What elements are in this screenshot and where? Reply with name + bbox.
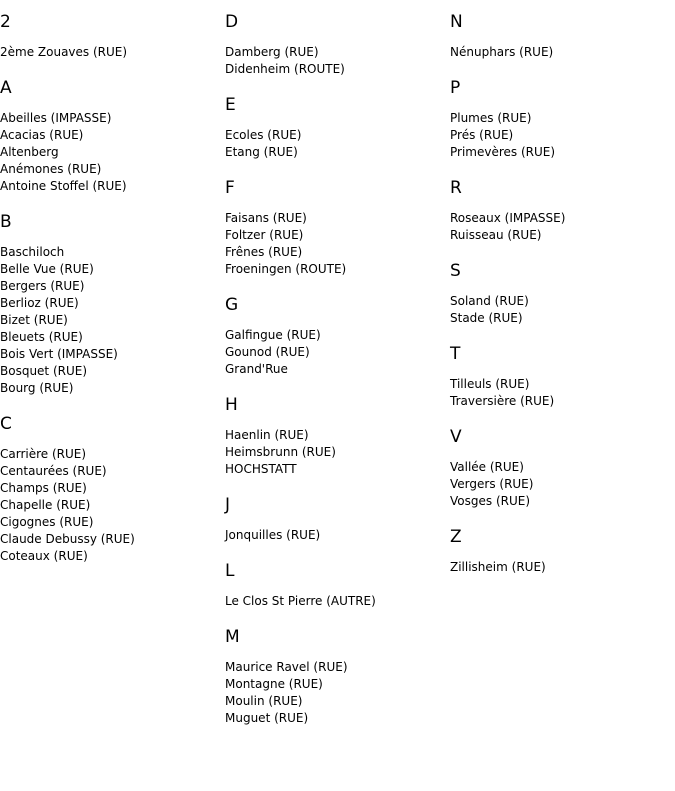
street-link[interactable]: Stade (RUE) [450, 311, 523, 325]
street-link[interactable]: Damberg (RUE) [225, 45, 319, 59]
letter-group [450, 427, 675, 510]
street-index-column-2 [225, 0, 450, 727]
letter-heading: Z [450, 527, 462, 547]
street-link[interactable]: Moulin (RUE) [225, 694, 303, 708]
letter-group [225, 295, 450, 378]
street-link[interactable]: Vallée (RUE) [450, 460, 524, 474]
letter-group [0, 212, 225, 397]
letter-heading: A [0, 78, 12, 98]
letter-group [225, 95, 450, 161]
letter-group [450, 527, 675, 576]
street-link[interactable]: Bosquet (RUE) [0, 364, 88, 378]
street-link[interactable]: Gounod (RUE) [225, 345, 310, 359]
street-link[interactable]: Montagne (RUE) [225, 677, 323, 691]
street-link[interactable]: Vosges (RUE) [450, 494, 531, 508]
letter-heading: 2 [0, 12, 11, 32]
street-link[interactable]: Le Clos St Pierre (AUTRE) [225, 594, 376, 608]
street-list [450, 210, 675, 244]
street-list [450, 459, 675, 510]
letter-heading: G [225, 295, 239, 315]
street-link[interactable]: Belle Vue (RUE) [0, 262, 94, 276]
street-link[interactable]: Berlioz (RUE) [0, 296, 79, 310]
street-list [0, 446, 225, 565]
street-link[interactable]: Nénuphars (RUE) [450, 45, 554, 59]
street-link[interactable]: Plumes (RUE) [450, 111, 532, 125]
street-list [225, 210, 450, 278]
letter-heading: M [225, 627, 240, 647]
street-link[interactable]: Soland (RUE) [450, 294, 529, 308]
street-link[interactable]: Carrière (RUE) [0, 447, 87, 461]
street-list [0, 44, 225, 61]
street-link[interactable]: Antoine Stoffel (RUE) [0, 179, 127, 193]
letter-heading: D [225, 12, 239, 32]
street-link[interactable]: Haenlin (RUE) [225, 428, 309, 442]
street-link[interactable]: Bois Vert (IMPASSE) [0, 347, 118, 361]
street-link[interactable]: Altenberg [0, 145, 59, 159]
street-link[interactable]: Froeningen (ROUTE) [225, 262, 347, 276]
letter-heading: L [225, 561, 235, 581]
street-link[interactable]: Ruisseau (RUE) [450, 228, 542, 242]
street-link[interactable]: Cigognes (RUE) [0, 515, 94, 529]
street-link[interactable]: Claude Debussy (RUE) [0, 532, 135, 546]
letter-heading: J [225, 495, 231, 515]
street-link[interactable]: Zillisheim (RUE) [450, 560, 546, 574]
street-link[interactable]: Grand'Rue [225, 362, 288, 376]
street-link[interactable]: Roseaux (IMPASSE) [450, 211, 566, 225]
letter-heading: V [450, 427, 462, 447]
street-index-column-1 [0, 0, 225, 565]
letter-group [225, 495, 450, 544]
letter-group [0, 78, 225, 195]
street-link[interactable]: Tilleuls (RUE) [450, 377, 530, 391]
street-list [225, 427, 450, 478]
letter-heading: E [225, 95, 236, 115]
letter-group [225, 178, 450, 278]
street-list [225, 327, 450, 378]
street-list [450, 559, 675, 576]
letter-group [450, 344, 675, 410]
letter-group [0, 414, 225, 565]
street-link[interactable]: Acacias (RUE) [0, 128, 84, 142]
street-list [450, 376, 675, 410]
street-index-column-3 [450, 0, 675, 576]
street-link[interactable]: Prés (RUE) [450, 128, 514, 142]
letter-group [225, 627, 450, 727]
street-link[interactable]: Muguet (RUE) [225, 711, 309, 725]
street-link[interactable]: Traversière (RUE) [450, 394, 555, 408]
letter-heading: S [450, 261, 461, 281]
street-link[interactable]: Ecoles (RUE) [225, 128, 302, 142]
street-link[interactable]: Bourg (RUE) [0, 381, 74, 395]
street-link[interactable]: Didenheim (ROUTE) [225, 62, 345, 76]
street-link[interactable]: Coteaux (RUE) [0, 549, 88, 563]
street-link[interactable]: Faisans (RUE) [225, 211, 307, 225]
street-link[interactable]: Vergers (RUE) [450, 477, 534, 491]
street-link[interactable]: Champs (RUE) [0, 481, 87, 495]
letter-group [225, 12, 450, 78]
letter-heading: N [450, 12, 463, 32]
letter-group [0, 12, 225, 61]
street-link[interactable]: Centaurées (RUE) [0, 464, 107, 478]
street-link[interactable]: Jonquilles (RUE) [225, 528, 321, 542]
letter-group [225, 561, 450, 610]
street-link[interactable]: Anémones (RUE) [0, 162, 102, 176]
letter-heading: H [225, 395, 238, 415]
street-link[interactable]: Chapelle (RUE) [0, 498, 91, 512]
letter-group [450, 178, 675, 244]
street-link[interactable]: Galfingue (RUE) [225, 328, 321, 342]
street-link[interactable]: Maurice Ravel (RUE) [225, 660, 348, 674]
letter-group [450, 12, 675, 61]
street-list [0, 244, 225, 397]
street-link[interactable]: Bizet (RUE) [0, 313, 68, 327]
street-list [225, 659, 450, 727]
letter-heading: B [0, 212, 12, 232]
street-list [450, 44, 675, 61]
letter-heading: F [225, 178, 235, 198]
letter-group [450, 78, 675, 161]
street-link[interactable]: 2ème Zouaves (RUE) [0, 45, 128, 59]
letter-heading: C [0, 414, 12, 434]
letter-group [450, 261, 675, 327]
street-list [225, 527, 450, 544]
street-list [225, 44, 450, 78]
street-list [225, 127, 450, 161]
street-link[interactable]: HOCHSTATT [225, 462, 297, 476]
letter-heading: T [450, 344, 461, 364]
letter-group [225, 395, 450, 478]
letter-heading: R [450, 178, 462, 198]
street-link[interactable]: Bergers (RUE) [0, 279, 85, 293]
street-list [450, 110, 675, 161]
street-link[interactable]: Frênes (RUE) [225, 245, 303, 259]
street-link[interactable]: Primevères (RUE) [450, 145, 556, 159]
street-link[interactable]: Abeilles (IMPASSE) [0, 111, 112, 125]
letter-heading: P [450, 78, 461, 98]
street-list [0, 110, 225, 195]
street-list [225, 593, 450, 610]
street-link[interactable]: Bleuets (RUE) [0, 330, 83, 344]
street-link[interactable]: Foltzer (RUE) [225, 228, 304, 242]
street-link[interactable]: Heimsbrunn (RUE) [225, 445, 336, 459]
street-list [450, 293, 675, 327]
street-link[interactable]: Baschiloch [0, 245, 65, 259]
street-link[interactable]: Etang (RUE) [225, 145, 298, 159]
